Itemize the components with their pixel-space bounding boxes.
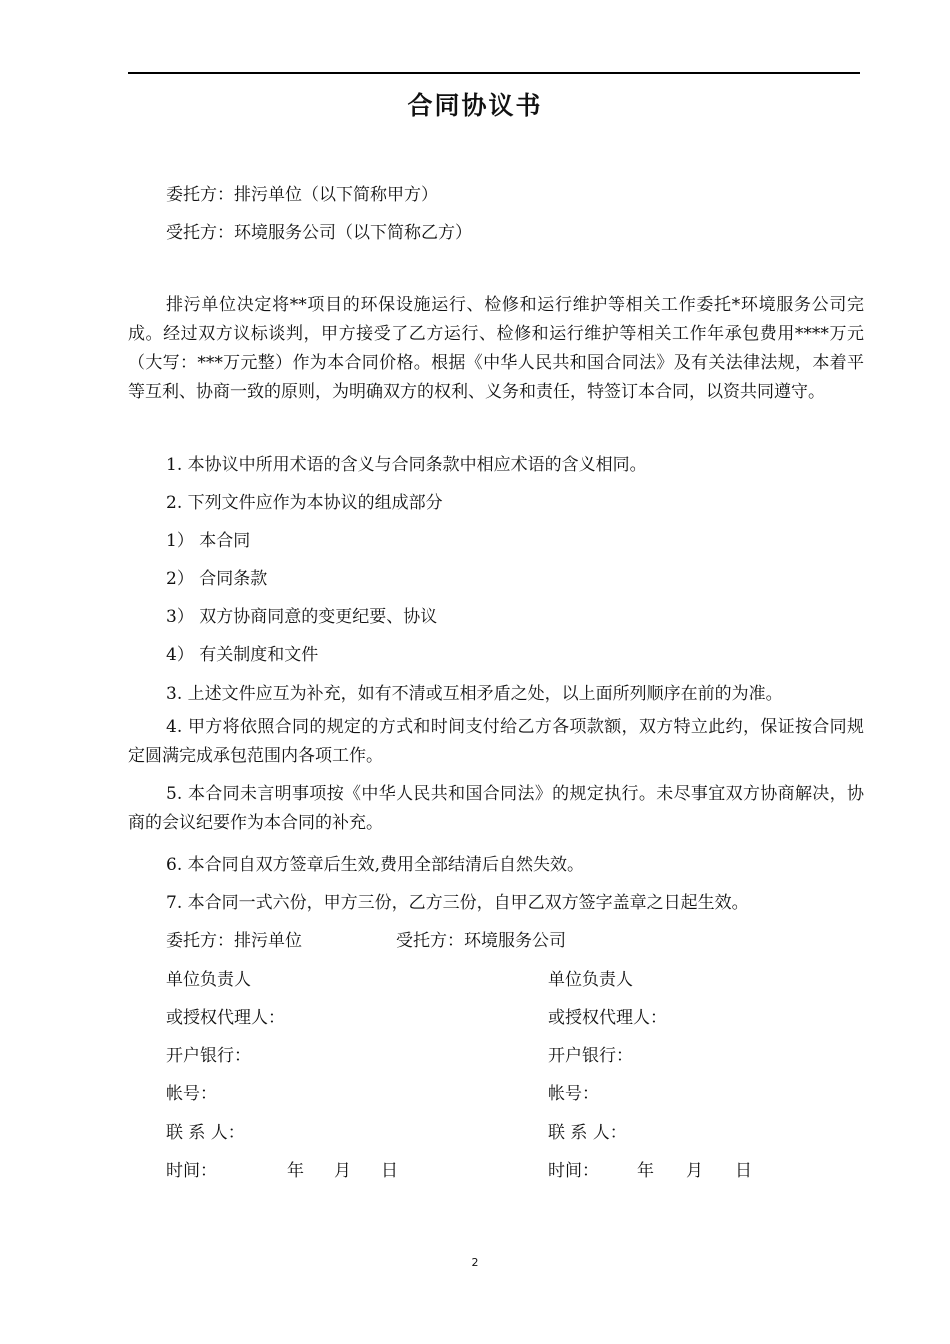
contractor-date (548, 1156, 752, 1181)
clause-2-item-4: 4） 有关制度和文件 (166, 645, 319, 665)
contractor-party: 受托方：环境服务公司（以下简称乙方） (166, 223, 472, 243)
clause-3: 3. 上述文件应互为补充，如有不清或互相矛盾之处，以上面所列顺序在前的为准。 (166, 684, 783, 704)
contractor-principal: 单位负责人 (548, 970, 633, 990)
date-year: 年 (637, 1161, 654, 1181)
date-day: 日 (735, 1161, 752, 1181)
clause-2-item-1: 1） 本合同 (166, 531, 251, 551)
contractor-account: 帐号： (548, 1084, 599, 1104)
date-day: 日 (381, 1161, 398, 1181)
clause-1: 1. 本协议中所用术语的含义与合同条款中相应术语的含义相同。 (166, 455, 647, 475)
clause-7: 7. 本合同一式六份，甲方三份，乙方三份，自甲乙双方签字盖章之日起生效。 (166, 893, 749, 913)
header-rule (128, 72, 860, 74)
client-bank: 开户银行： (166, 1046, 251, 1066)
clause-2-item-2: 2） 合同条款 (166, 569, 268, 589)
clause-2-item-3: 3） 双方协商同意的变更纪要、协议 (166, 607, 438, 627)
client-contact: 联 系 人： (166, 1123, 245, 1143)
client-agent: 或授权代理人： (166, 1008, 285, 1028)
date-label: 时间： (548, 1161, 599, 1181)
signature-contractor-label: 受托方：环境服务公司 (396, 931, 566, 951)
date-month: 月 (334, 1161, 351, 1181)
client-party: 委托方：排污单位（以下简称甲方） (166, 185, 438, 205)
clause-6: 6. 本合同自双方签章后生效,费用全部结清后自然失效。 (166, 855, 585, 875)
client-principal: 单位负责人 (166, 970, 251, 990)
clause-2: 2. 下列文件应作为本协议的组成部分 (166, 493, 443, 513)
page-number: 2 (471, 1256, 479, 1269)
date-year: 年 (287, 1161, 304, 1181)
clause-5: 5. 本合同未言明事项按《中华人民共和国合同法》的规定执行。未尽事宜双方协商解决，协商的会议纪要作为本合同的补充。 (128, 784, 864, 833)
document-title: 合同协议书 (407, 91, 543, 120)
client-account: 帐号： (166, 1084, 217, 1104)
signature-client-label: 委托方：排污单位 (166, 931, 302, 951)
date-label: 时间： (166, 1161, 217, 1181)
date-month: 月 (686, 1161, 703, 1181)
contractor-bank: 开户银行： (548, 1046, 633, 1066)
clause-4: 4. 甲方将依照合同的规定的方式和时间支付给乙方各项款额，双方特立此约，保证按合同规定圆满完成承包范围内各项工作。 (128, 717, 864, 766)
intro-paragraph: 排污单位决定将**项目的环保设施运行、检修和运行维护等相关工作委托*环境服务公司完成。经过双方议标谈判，甲方接受了乙方运行、检修和运行维护等相关工作年承包费用****万元（大写：***万元整）作为本合同价格。根据《中华人民共和国合同法》及有关法律法规，本着平等互利、协商一致的原则，为明确双方的权利、义务和责任，特签订本合同，以资共同遵守。 (128, 295, 864, 402)
client-date (166, 1156, 398, 1181)
contractor-contact: 联 系 人： (548, 1123, 627, 1143)
contractor-agent: 或授权代理人： (548, 1008, 667, 1028)
